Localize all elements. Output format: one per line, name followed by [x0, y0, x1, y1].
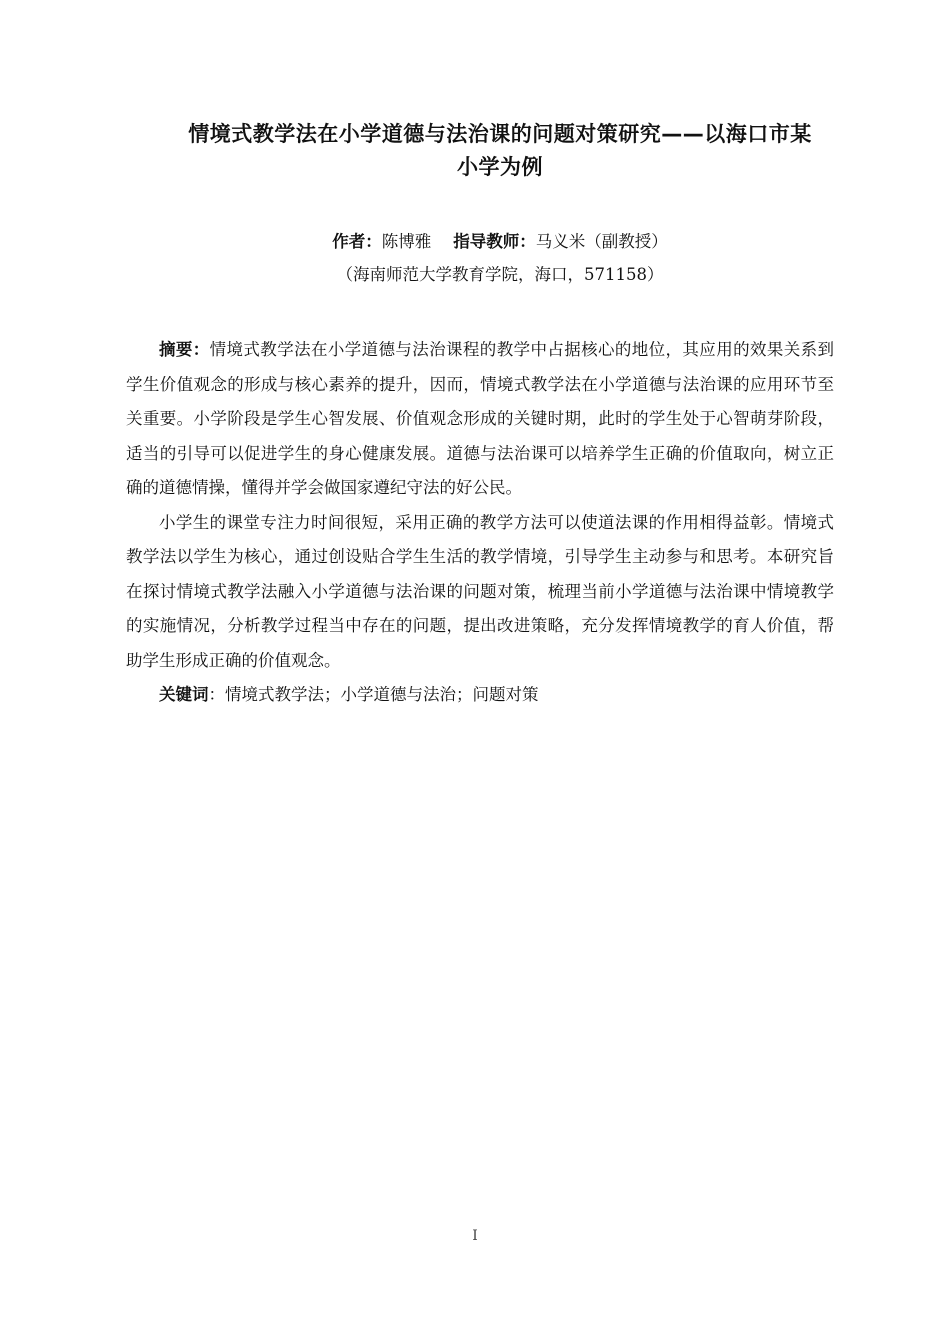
paper-title-line-1: 情境式教学法在小学道德与法治课的问题对策研究——以海口市某: [188, 122, 812, 146]
abstract-paragraph-2: 小学生的课堂专注力时间很短，采用正确的教学方法可以使道法课的作用相得益彰。情境式教学法以学生为核心，通过创设贴合学生生活的教学情境，引导学生主动参与和思考。本研究旨在探讨情境式教学法融入小学道德与法治课的问题对策，梳理当前小学道德与法治课中情境教学的实施情况，分析教学过程当中存在的问题，提出改进策略，充分发挥情境教学的育人价值，帮助学生形成正确的价值观念。: [126, 512, 834, 670]
author-line: [150, 230, 850, 254]
abstract-paragraph-1-text: 情境式教学法在小学道德与法治课程的教学中占据核心的地位，其应用的效果关系到学生价值观念的形成与核心素养的提升，因而，情境式教学法在小学道德与法治课的应用环节至关重要。小学阶段是学生心智发展、价值观念形成的关键时期，此时的学生处于心智萌芽阶段，适当的引导可以促进学生的身心健康发展。道德与法治课可以培养学生正确的价值取向，树立正确的道德情操，懂得并学会做国家遵纪守法的好公民。: [126, 340, 835, 497]
keywords-line: [126, 678, 834, 713]
abstract-label: 摘要：: [159, 340, 210, 359]
advisor-name: 马义米（副教授）: [535, 232, 668, 251]
paper-title-line-2: 小学为例: [457, 155, 543, 179]
keywords-text: ：情境式教学法；小学道德与法治；问题对策: [208, 685, 539, 704]
author-name: 陈博雅: [381, 232, 432, 251]
page-number: I: [472, 1228, 478, 1244]
abstract-paragraph-1: [126, 333, 834, 506]
abstract-section: [126, 333, 834, 713]
advisor-label: 指导教师：: [453, 232, 536, 251]
paper-title: [150, 118, 850, 184]
keywords-label: 关键词: [159, 685, 209, 704]
affiliation: （海南师范大学教育学院，海口，571158）: [336, 265, 664, 284]
author-label: 作者：: [332, 232, 382, 251]
